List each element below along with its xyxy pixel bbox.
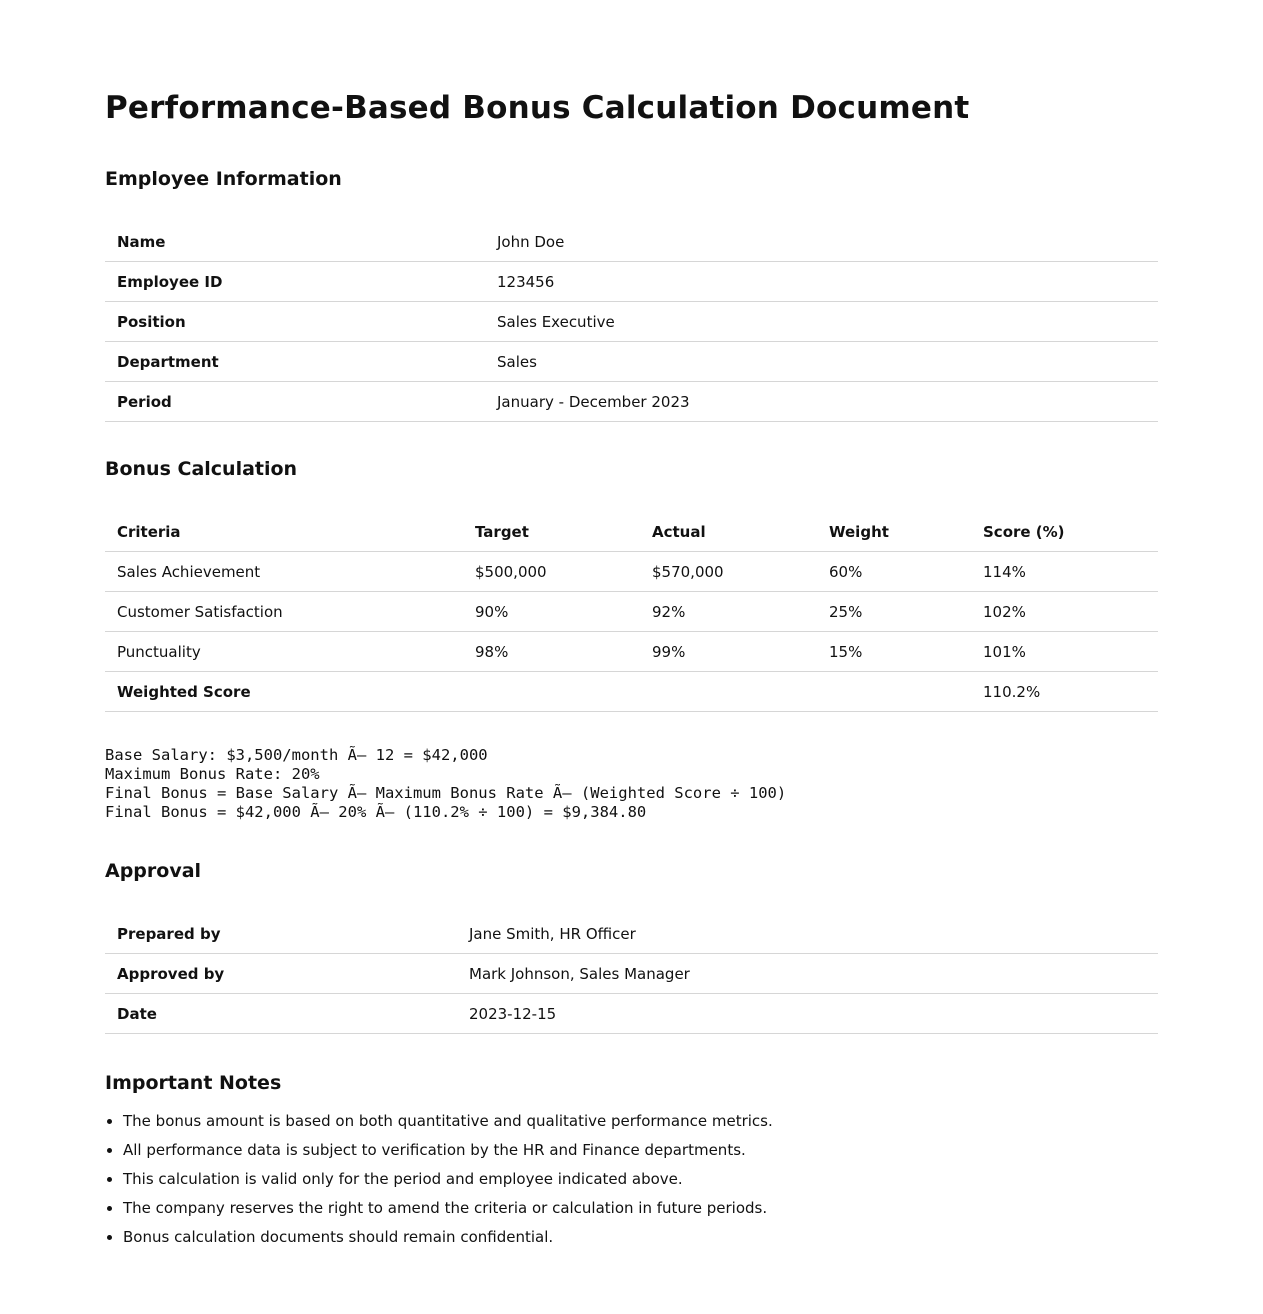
weight-cell: 25% — [817, 592, 971, 632]
list-item: • The bonus amount is based on both quantitative and qualitative performance metrics. — [123, 1112, 1158, 1131]
period-label: Period — [105, 382, 485, 422]
target-cell: 98% — [463, 632, 640, 672]
table-row — [105, 632, 1158, 672]
approved-by-label: Approved by — [105, 954, 457, 994]
employee-id-value: 123456 — [485, 262, 1158, 302]
weight-cell: 60% — [817, 552, 971, 592]
table-row — [105, 592, 1158, 632]
criteria-cell: Punctuality — [105, 632, 463, 672]
criteria-cell: Customer Satisfaction — [105, 592, 463, 632]
approved-by-value: Mark Johnson, Sales Manager — [457, 954, 1158, 994]
approval-table — [105, 914, 1158, 1034]
table-row — [105, 552, 1158, 592]
department-label: Department — [105, 342, 485, 382]
bonus-formula-block — [105, 746, 1158, 822]
position-value: Sales Executive — [485, 302, 1158, 342]
date-label: Date — [105, 994, 457, 1034]
actual-cell: $570,000 — [640, 552, 817, 592]
score-cell: 114% — [971, 552, 1158, 592]
column-header-score: Score (%) — [971, 512, 1158, 552]
list-item: • This calculation is valid only for the period and employee indicated above. — [123, 1170, 1158, 1189]
table-row — [105, 342, 1158, 382]
weighted-score-label: Weighted Score — [105, 672, 463, 712]
formula-line: Maximum Bonus Rate: 20% — [105, 765, 320, 783]
table-row — [105, 954, 1158, 994]
criteria-cell: Sales Achievement — [105, 552, 463, 592]
period-value: January - December 2023 — [485, 382, 1158, 422]
column-header-actual: Actual — [640, 512, 817, 552]
department-value: Sales — [485, 342, 1158, 382]
document-title: Performance-Based Bonus Calculation Document — [105, 90, 970, 126]
formula-line: Base Salary: $3,500/month Ã— 12 = $42,000 — [105, 746, 488, 764]
employee-information-heading: Employee Information — [105, 168, 342, 190]
employee-name-value: John Doe — [485, 222, 1158, 262]
table-row — [105, 302, 1158, 342]
prepared-by-label: Prepared by — [105, 914, 457, 954]
list-item: • All performance data is subject to verification by the HR and Finance departments. — [123, 1141, 1158, 1160]
position-label: Position — [105, 302, 485, 342]
weighted-score-row — [105, 672, 1158, 712]
table-row — [105, 382, 1158, 422]
column-header-weight: Weight — [817, 512, 971, 552]
column-header-target: Target — [463, 512, 640, 552]
formula-line: Final Bonus = Base Salary Ã— Maximum Bonus Rate Ã— (Weighted Score ÷ 100) — [105, 784, 787, 802]
prepared-by-value: Jane Smith, HR Officer — [457, 914, 1158, 954]
bonus-calculation-section — [105, 456, 1158, 822]
table-row — [105, 222, 1158, 262]
weight-cell: 15% — [817, 632, 971, 672]
score-cell: 102% — [971, 592, 1158, 632]
notes-list — [105, 1112, 1158, 1247]
employee-id-label: Employee ID — [105, 262, 485, 302]
table-row — [105, 914, 1158, 954]
employee-information-table — [105, 222, 1158, 422]
target-cell: 90% — [463, 592, 640, 632]
bonus-calculation-table — [105, 512, 1158, 712]
approval-heading: Approval — [105, 860, 202, 882]
important-notes-section — [105, 1070, 1158, 1247]
list-item: • Bonus calculation documents should remain confidential. — [123, 1228, 1158, 1247]
column-header-criteria: Criteria — [105, 512, 463, 552]
list-item: • The company reserves the right to amend the criteria or calculation in future periods. — [123, 1199, 1158, 1218]
target-cell: $500,000 — [463, 552, 640, 592]
table-row — [105, 262, 1158, 302]
actual-cell: 92% — [640, 592, 817, 632]
bonus-calculation-heading: Bonus Calculation — [105, 458, 298, 480]
actual-cell: 99% — [640, 632, 817, 672]
employee-name-label: Name — [105, 222, 485, 262]
score-cell: 101% — [971, 632, 1158, 672]
table-header-row — [105, 512, 1158, 552]
formula-line: Final Bonus = $42,000 Ã— 20% Ã— (110.2% ÷ 100) = $9,384.80 — [105, 803, 647, 821]
important-notes-heading: Important Notes — [105, 1072, 282, 1094]
approval-section — [105, 858, 1158, 1034]
employee-information-section — [105, 166, 1158, 422]
table-row — [105, 994, 1158, 1034]
date-value: 2023-12-15 — [457, 994, 1158, 1034]
weighted-score-value: 110.2% — [971, 672, 1158, 712]
